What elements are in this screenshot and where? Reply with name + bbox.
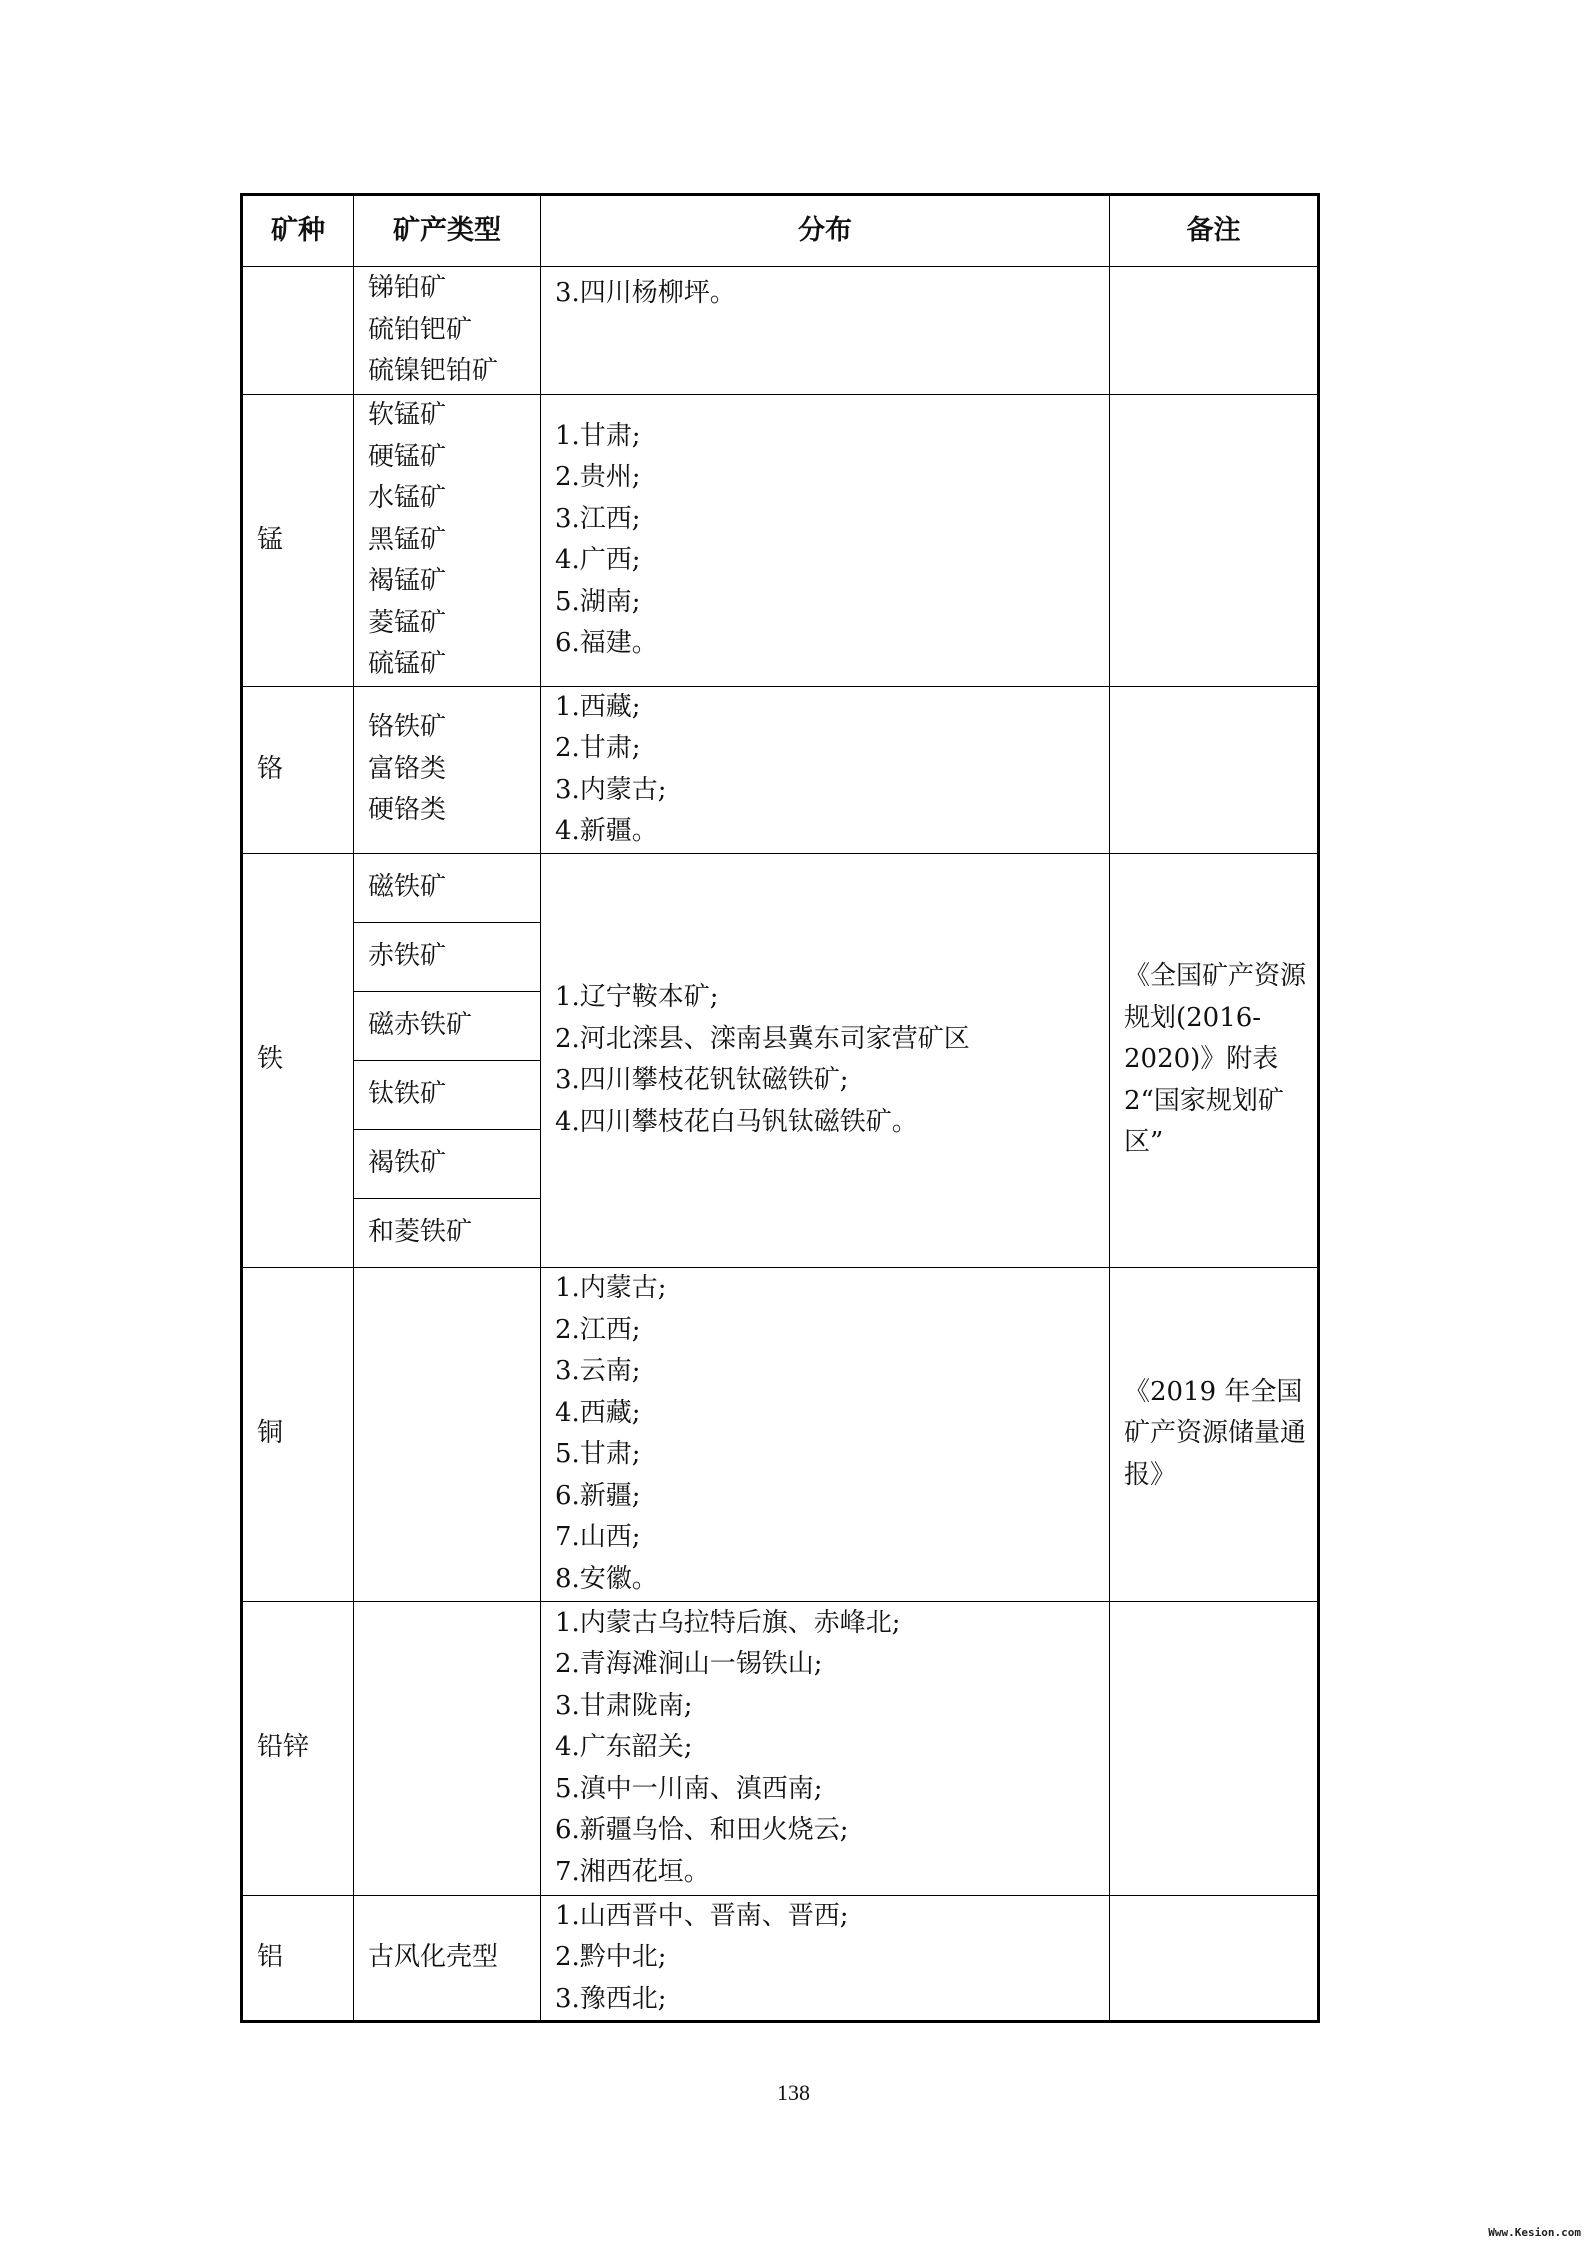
header-type: 矿产类型 [354,195,541,267]
header-note: 备注 [1110,195,1319,267]
distribution-item: 1.内蒙古乌拉特后旗、赤峰北; [555,1607,901,1638]
distribution-item: 3.内蒙古; [555,774,667,805]
type-item: 水锰矿 [368,483,447,513]
mineral-cell: 锰 [242,395,354,687]
distribution-item: 4.新疆。 [555,816,658,846]
table-row [242,853,1319,922]
type-item: 黑锰矿 [368,524,447,555]
type-item: 菱锰矿 [368,607,447,638]
distribution-cell [541,686,1110,853]
type-cell: 赤铁矿 [354,922,541,991]
distribution-item: 4.广东韶关; [555,1732,693,1763]
table-row [242,686,1319,853]
distribution-item: 6.新疆; [555,1480,641,1511]
type-cell: 磁铁矿 [354,853,541,922]
distribution-item: 3.四川攀枝花钒钛磁铁矿; [555,1065,849,1095]
type-cell [354,686,541,853]
distribution-item: 3.四川杨柳坪。 [555,278,736,308]
type-cell [354,267,541,395]
type-cell [354,1267,541,1601]
note-text: 《全国矿产资源规划(2016-2020)》附表 2“国家规划矿区” [1124,961,1307,1158]
page-number: 138 [777,2080,810,2105]
note-cell [1110,395,1319,687]
distribution-item: 4.西藏; [555,1397,641,1428]
distribution-item: 7.山西; [555,1522,641,1552]
type-item: 硫镍钯铂矿 [368,356,499,387]
mineral-cell: 铝 [242,1895,354,2022]
type-item: 硫锰矿 [368,649,447,679]
distribution-cell [541,267,1110,395]
table-row [242,267,1319,395]
distribution-item: 2.河北滦县、滦南县冀东司家营矿区 [555,1023,970,1054]
distribution-item: 1.西藏; [555,691,641,722]
mineral-distribution-table [240,193,1320,2023]
note-cell [1110,1895,1319,2022]
type-item: 富铬类 [368,753,447,784]
distribution-item: 2.贵州; [555,462,641,493]
distribution-item: 7.湘西花垣。 [555,1856,710,1887]
distribution-item: 1.内蒙古; [555,1273,667,1303]
type-item: 锑铂矿 [368,273,447,304]
header-distribution: 分布 [541,195,1110,267]
table-row [242,1895,1319,2022]
distribution-cell [541,853,1110,1267]
distribution-item: 5.滇中一川南、滇西南; [555,1773,823,1804]
type-item: 褐锰矿 [368,566,447,596]
distribution-item: 3.甘肃陇南; [555,1690,693,1721]
header-mineral: 矿种 [242,195,354,267]
distribution-item: 1.甘肃; [555,420,641,451]
type-item: 软锰矿 [368,400,447,430]
mineral-cell: 铬 [242,686,354,853]
distribution-item: 6.福建。 [555,628,658,659]
type-cell: 和菱铁矿 [354,1198,541,1267]
distribution-item: 5.甘肃; [555,1439,641,1469]
mineral-cell: 铅锌 [242,1601,354,1895]
note-cell [1110,853,1319,1267]
type-cell: 古风化壳型 [354,1895,541,2022]
type-item: 硬铬类 [368,795,447,826]
mineral-cell [242,267,354,395]
distribution-item: 2.青海滩涧山一锡铁山; [555,1649,823,1680]
distribution-cell [541,1895,1110,2022]
type-item: 硬锰矿 [368,441,447,472]
type-cell: 磁赤铁矿 [354,991,541,1060]
distribution-item: 6.新疆乌恰、和田火烧云; [555,1815,849,1846]
distribution-item: 3.江西; [555,503,641,534]
distribution-item: 4.四川攀枝花白马钒钛磁铁矿。 [555,1106,918,1137]
distribution-item: 8.安徽。 [555,1563,658,1594]
distribution-item: 5.湖南; [555,586,641,617]
distribution-item: 1.辽宁鞍本矿; [555,982,719,1012]
type-cell [354,1601,541,1895]
table-row [242,1601,1319,1895]
type-cell: 褐铁矿 [354,1129,541,1198]
distribution-item: 4.广西; [555,545,641,576]
distribution-item: 1.山西晋中、晋南、晋西; [555,1900,849,1931]
distribution-cell [541,1601,1110,1895]
note-cell [1110,686,1319,853]
mineral-cell: 铜 [242,1267,354,1601]
type-item: 硫铂钯矿 [368,314,473,345]
note-cell [1110,1267,1319,1601]
table-row [242,395,1319,687]
type-item: 铬铁矿 [368,712,447,743]
distribution-item: 2.甘肃; [555,733,641,763]
watermark-text: Www.Kesion.com [1488,2226,1581,2239]
type-cell: 钛铁矿 [354,1060,541,1129]
type-cell [354,395,541,687]
distribution-item: 3.豫西北; [555,1983,667,2014]
table-row [242,1267,1319,1601]
distribution-cell [541,395,1110,687]
distribution-item: 2.黔中北; [555,1942,667,1972]
note-text: 《2019 年全国矿产资源储量通报》 [1124,1376,1307,1490]
distribution-item: 3.云南; [555,1356,641,1386]
distribution-cell [541,1267,1110,1601]
mineral-cell: 铁 [242,853,354,1267]
note-cell [1110,267,1319,395]
note-cell [1110,1601,1319,1895]
table-header-row [242,195,1319,267]
distribution-item: 2.江西; [555,1314,641,1345]
